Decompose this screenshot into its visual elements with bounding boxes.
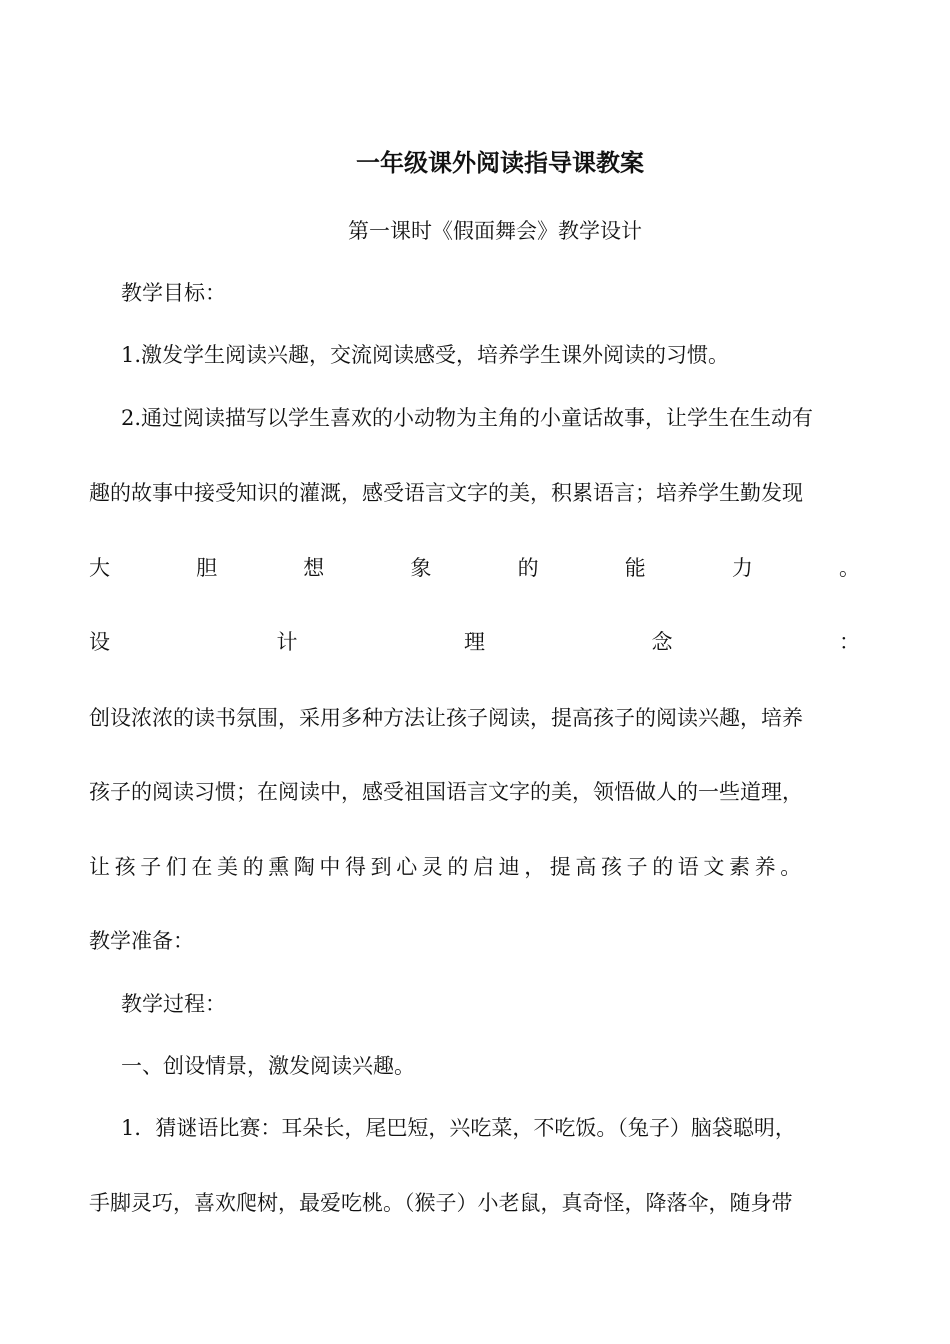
riddle-line-2: 手脚灵巧，喜欢爬树，最爱吃桃。（猴子）小老鼠，真奇怪，降落伞，随身带 bbox=[89, 1191, 793, 1215]
concept-heading-char: 设 bbox=[89, 630, 110, 654]
goal-2-char: 大 bbox=[89, 556, 110, 580]
goal-2-char: 。 bbox=[838, 556, 860, 580]
concept-heading-char: ： bbox=[839, 630, 860, 654]
document-title: 一年级课外阅读指导课教案 bbox=[356, 148, 644, 177]
goal-2-char: 胆 bbox=[196, 556, 218, 580]
concept-heading-char: 计 bbox=[276, 630, 298, 654]
concept-heading-char: 理 bbox=[464, 630, 485, 654]
goal-2-char: 的 bbox=[517, 556, 539, 580]
document-subtitle: 第一课时《假面舞会》教学设计 bbox=[348, 219, 642, 243]
concept-line-3: 让孩子们在美的熏陶中得到心灵的启迪，提高孩子的语文素养。 bbox=[89, 855, 806, 879]
goal-2-char: 象 bbox=[410, 556, 432, 580]
goal-1: 1.激发学生阅读兴趣，交流阅读感受，培养学生课外阅读的习惯。 bbox=[121, 343, 730, 367]
goals-heading: 教学目标： bbox=[121, 281, 226, 305]
concept-line-2: 孩子的阅读习惯；在阅读中，感受祖国语言文字的美，领悟做人的一些道理， bbox=[89, 780, 803, 804]
riddle-line-1: 1．猜谜语比赛：耳朵长，尾巴短，兴吃菜，不吃饭。（兔子）脑袋聪明， bbox=[121, 1116, 796, 1140]
process-heading: 教学过程： bbox=[121, 992, 226, 1016]
concept-heading bbox=[89, 627, 860, 657]
concept-heading-char: 念 bbox=[651, 630, 673, 654]
goal-2-line-2: 趣的故事中接受知识的灌溉，感受语言文字的美，积累语言；培养学生勤发现 bbox=[89, 481, 803, 505]
section-1-heading: 一、创设情景，激发阅读兴趣。 bbox=[121, 1054, 415, 1078]
goal-2-line-1: 2.通过阅读描写以学生喜欢的小动物为主角的小童话故事，让学生在生动有 bbox=[121, 406, 814, 430]
concept-line-1: 创设浓浓的读书氛围，采用多种方法让孩子阅读，提高孩子的阅读兴趣，培养 bbox=[89, 706, 803, 730]
goal-2-line-3 bbox=[89, 553, 860, 583]
goal-2-char: 想 bbox=[303, 556, 325, 580]
goal-2-char: 能 bbox=[624, 556, 646, 580]
goal-2-char: 力 bbox=[731, 556, 753, 580]
prep-heading: 教学准备： bbox=[89, 929, 194, 953]
